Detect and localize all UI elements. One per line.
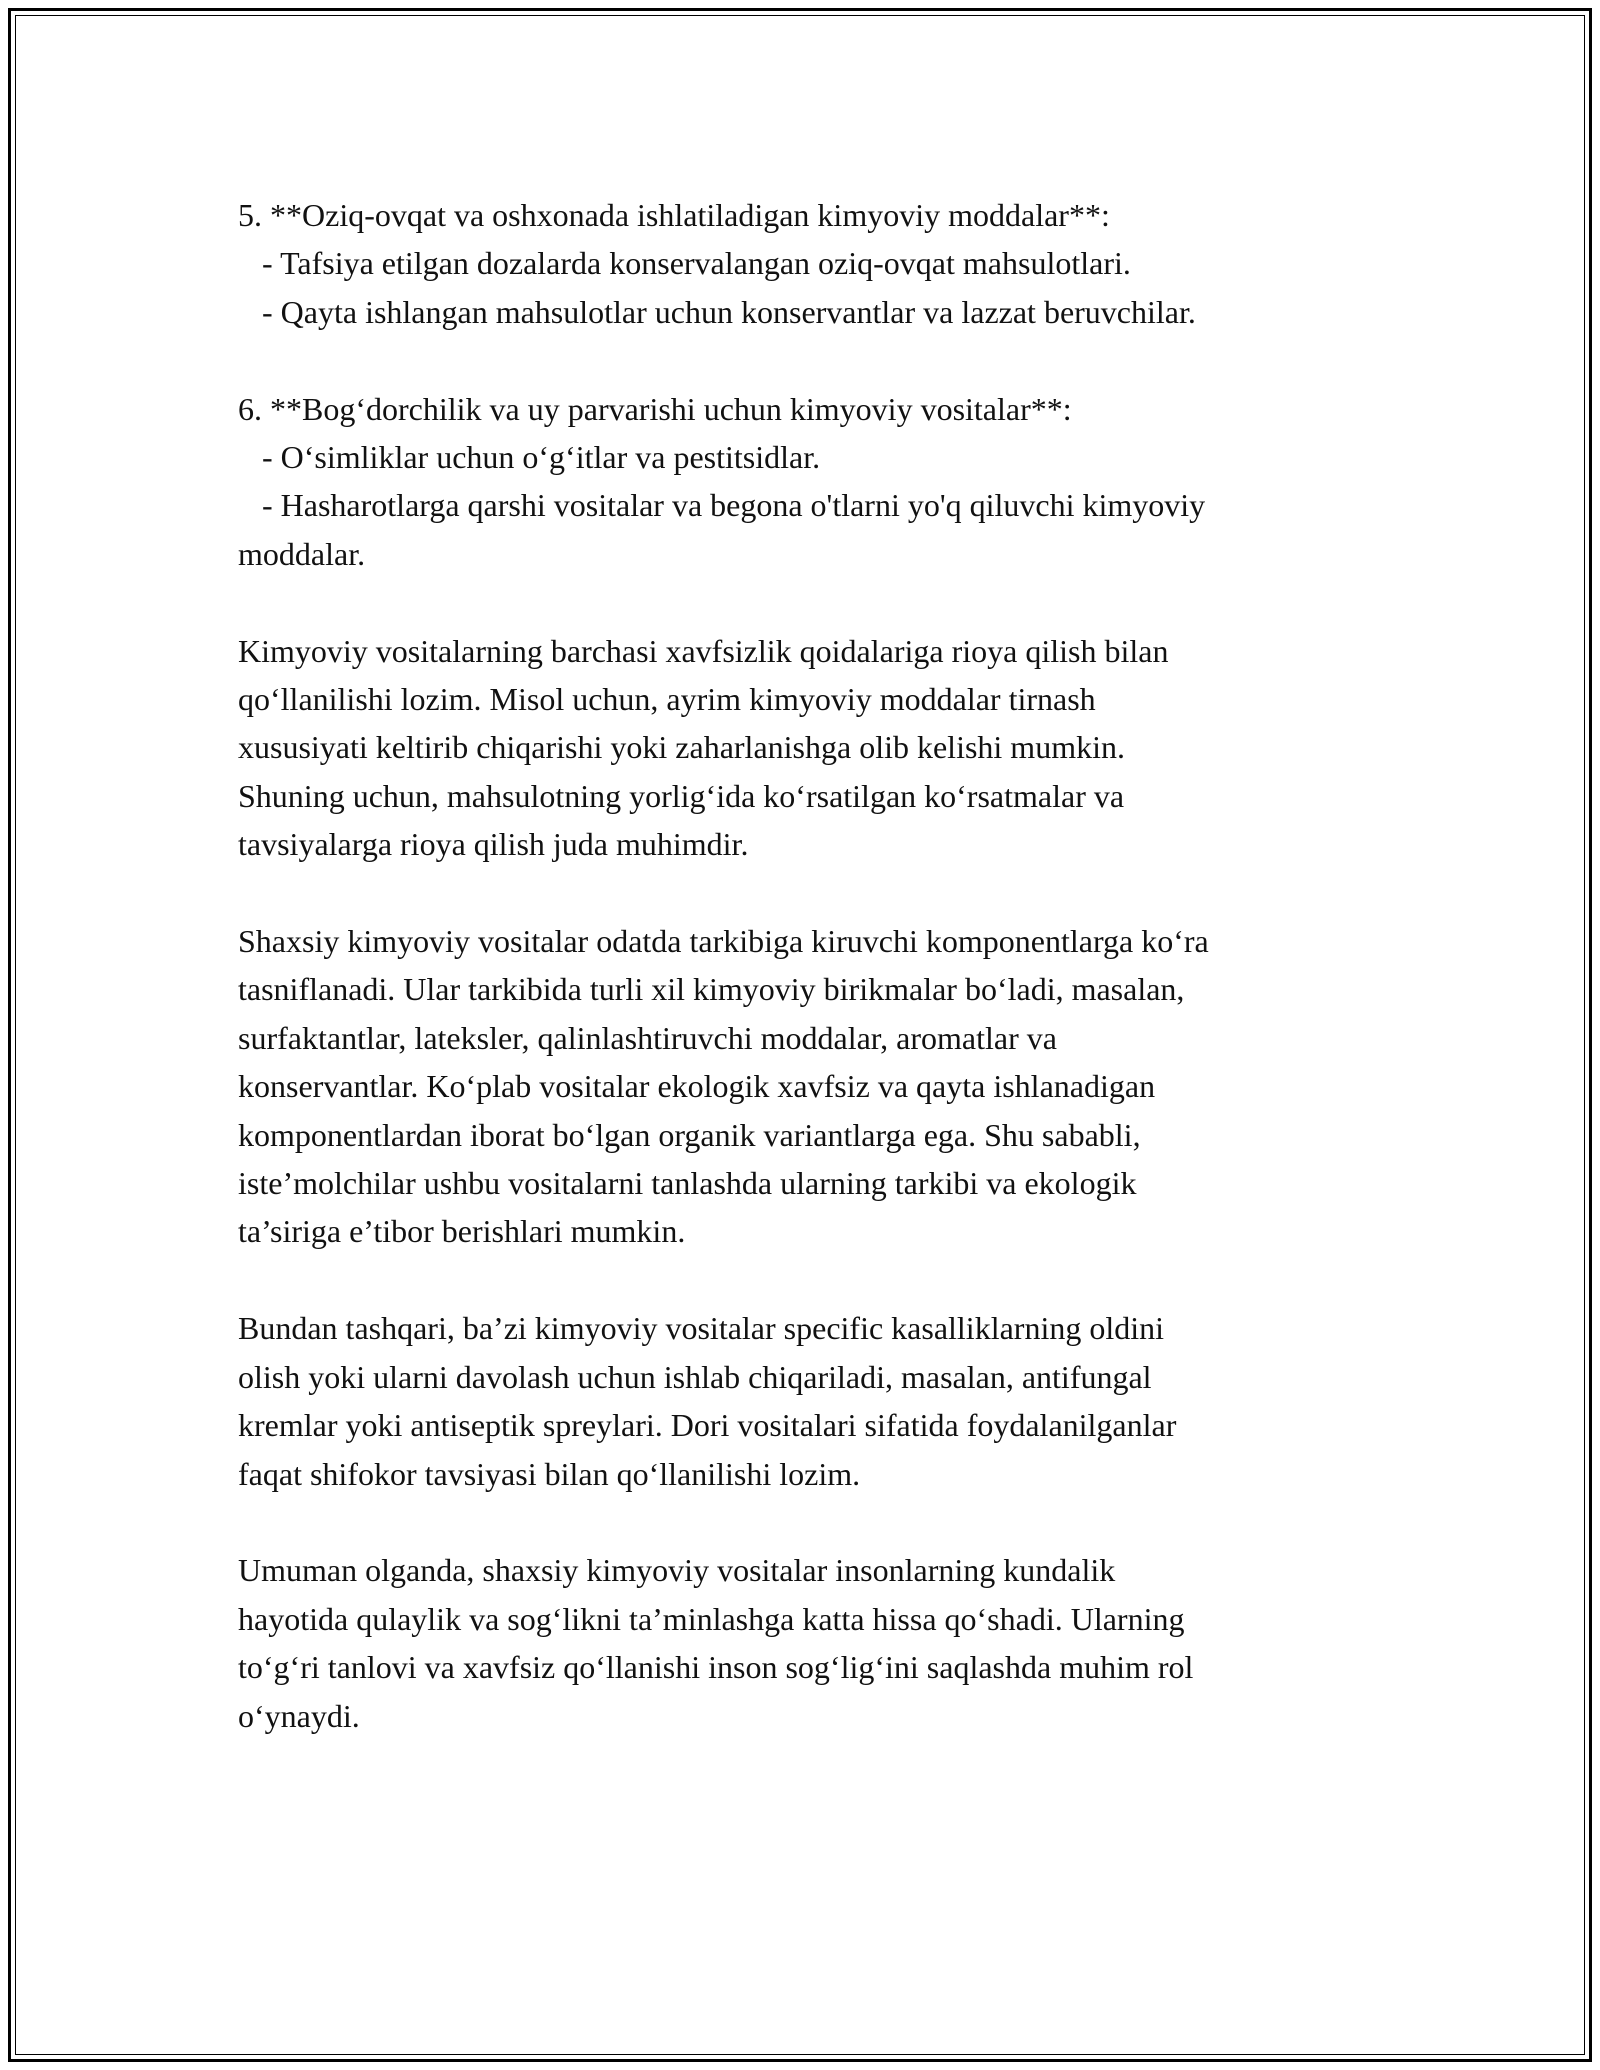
paragraph-gap xyxy=(238,336,1388,384)
paragraph-line: tasniflanadi. Ular tarkibida turli xil kimyoviy birikmalar bo‘ladi, masalan, xyxy=(238,971,1185,1008)
paragraph-line: iste’molchilar ushbu vositalarni tanlashda ularning tarkibi va ekologik xyxy=(238,1165,1137,1202)
paragraph-classification xyxy=(238,917,1388,1256)
paragraph-line: Shaxsiy kimyoviy vositalar odatda tarkibiga kiruvchi komponentlarga ko‘ra xyxy=(238,923,1209,960)
paragraph-line: Bundan tashqari, ba’zi kimyoviy vositalar specific kasalliklarning oldini xyxy=(238,1310,1164,1347)
section-6-item-2-continued: moddalar. xyxy=(238,535,366,572)
paragraph-gap xyxy=(238,869,1388,917)
paragraph-line: ta’siriga e’tibor berishlari mumkin. xyxy=(238,1213,686,1250)
paragraph-gap xyxy=(238,1498,1388,1546)
section-5-item-1: - Tafsiya etilgan dozalarda konservalangan oziq-ovqat mahsulotlari. xyxy=(238,245,1131,282)
paragraph-gap xyxy=(238,1256,1388,1304)
page-frame xyxy=(8,8,1592,2062)
paragraph-line: kremlar yoki antiseptik spreylari. Dori vositalari sifatida foydalanilganlar xyxy=(238,1407,1177,1444)
paragraph-line: Kimyoviy vositalarning barchasi xavfsizlik qoidalariga rioya qilish bilan xyxy=(238,632,1169,669)
paragraph-gap xyxy=(238,578,1388,626)
paragraph-line: faqat shifokor tavsiyasi bilan qo‘llanilishi lozim. xyxy=(238,1455,861,1492)
paragraph-line: komponentlardan iborat bo‘lgan organik variantlarga ega. Shu sababli, xyxy=(238,1116,1141,1153)
paragraph-line: to‘g‘ri tanlovi va xavfsiz qo‘llanishi inson sog‘lig‘ini saqlashda muhim rol xyxy=(238,1649,1194,1686)
paragraph-medical xyxy=(238,1304,1388,1498)
paragraph-safety xyxy=(238,627,1388,869)
section-6 xyxy=(238,385,1388,579)
section-5 xyxy=(238,191,1388,336)
section-6-item-1: - O‘simliklar uchun o‘g‘itlar va pestitsidlar. xyxy=(238,439,821,476)
paragraph-line: Umuman olganda, shaxsiy kimyoviy vositalar insonlarning kundalik xyxy=(238,1552,1116,1589)
paragraph-conclusion xyxy=(238,1546,1388,1740)
paragraph-line: xususiyati keltirib chiqarishi yoki zaharlanishga olib kelishi mumkin. xyxy=(238,729,1125,766)
paragraph-line: olish yoki ularni davolash uchun ishlab chiqariladi, masalan, antifungal xyxy=(238,1358,1152,1395)
section-5-heading: 5. **Oziq-ovqat va oshxonada ishlatiladigan kimyoviy moddalar**: xyxy=(238,197,1110,233)
document-body xyxy=(238,191,1388,1740)
section-6-item-2: - Hasharotlarga qarshi vositalar va begona o'tlarni yo'q qiluvchi kimyoviy xyxy=(238,487,1206,524)
paragraph-line: surfaktantlar, lateksler, qalinlashtiruvchi moddalar, aromatlar va xyxy=(238,1019,1057,1056)
paragraph-line: konservantlar. Ko‘plab vositalar ekologik xavfsiz va qayta ishlanadigan xyxy=(238,1068,1156,1105)
section-6-heading: 6. **Bog‘dorchilik va uy parvarishi uchun kimyoviy vositalar**: xyxy=(238,390,1072,427)
paragraph-line: o‘ynaydi. xyxy=(238,1697,360,1734)
paragraph-line: tavsiyalarga rioya qilish juda muhimdir. xyxy=(238,826,749,863)
paragraph-line: qo‘llanilishi lozim. Misol uchun, ayrim kimyoviy moddalar tirnash xyxy=(238,681,1096,718)
paragraph-line: Shuning uchun, mahsulotning yorlig‘ida ko‘rsatilgan ko‘rsatmalar va xyxy=(238,777,1125,814)
paragraph-line: hayotida qulaylik va sog‘likni ta’minlashga katta hissa qo‘shadi. Ularning xyxy=(238,1600,1185,1637)
section-5-item-2: - Qayta ishlangan mahsulotlar uchun konservantlar va lazzat beruvchilar. xyxy=(238,293,1196,330)
